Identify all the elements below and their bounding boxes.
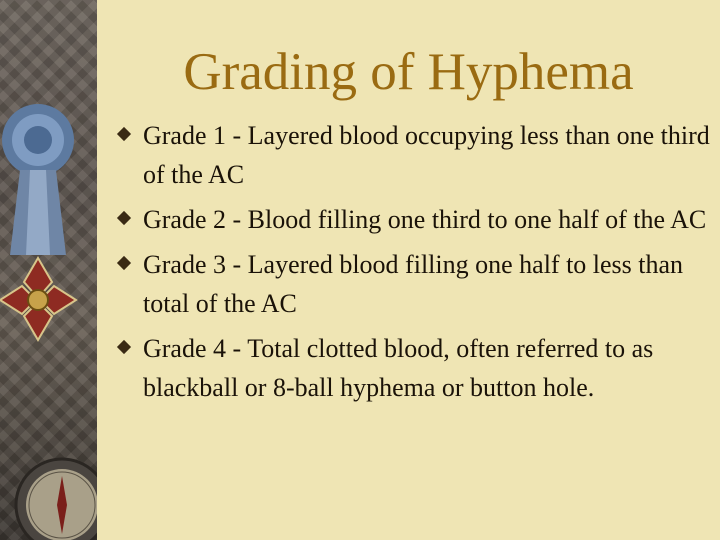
bullet-text: Grade 2 - Blood filling one third to one half of the AC [143,205,707,234]
bullet-item [118,116,718,194]
medal-illustration [0,0,97,540]
diamond-bullet-icon [117,211,131,225]
bullet-item [118,200,718,239]
slide-title: Grading of Hyphema [183,43,634,101]
bullet-item [118,329,718,407]
diamond-bullet-icon [117,127,131,141]
bullet-list [118,116,718,413]
decorative-image-strip [0,0,97,540]
bullet-item [118,245,718,323]
bullet-text: Grade 4 - Total clotted blood, often referred to as blackball or 8-ball hyphema or button hole. [143,334,654,402]
diamond-bullet-icon [117,340,131,354]
bullet-text: Grade 1 - Layered blood occupying less than one third of the AC [143,121,710,189]
bullet-text: Grade 3 - Layered blood filling one half to less than total of the AC [143,250,684,318]
diamond-bullet-icon [117,256,131,270]
compass-icon [16,459,97,540]
